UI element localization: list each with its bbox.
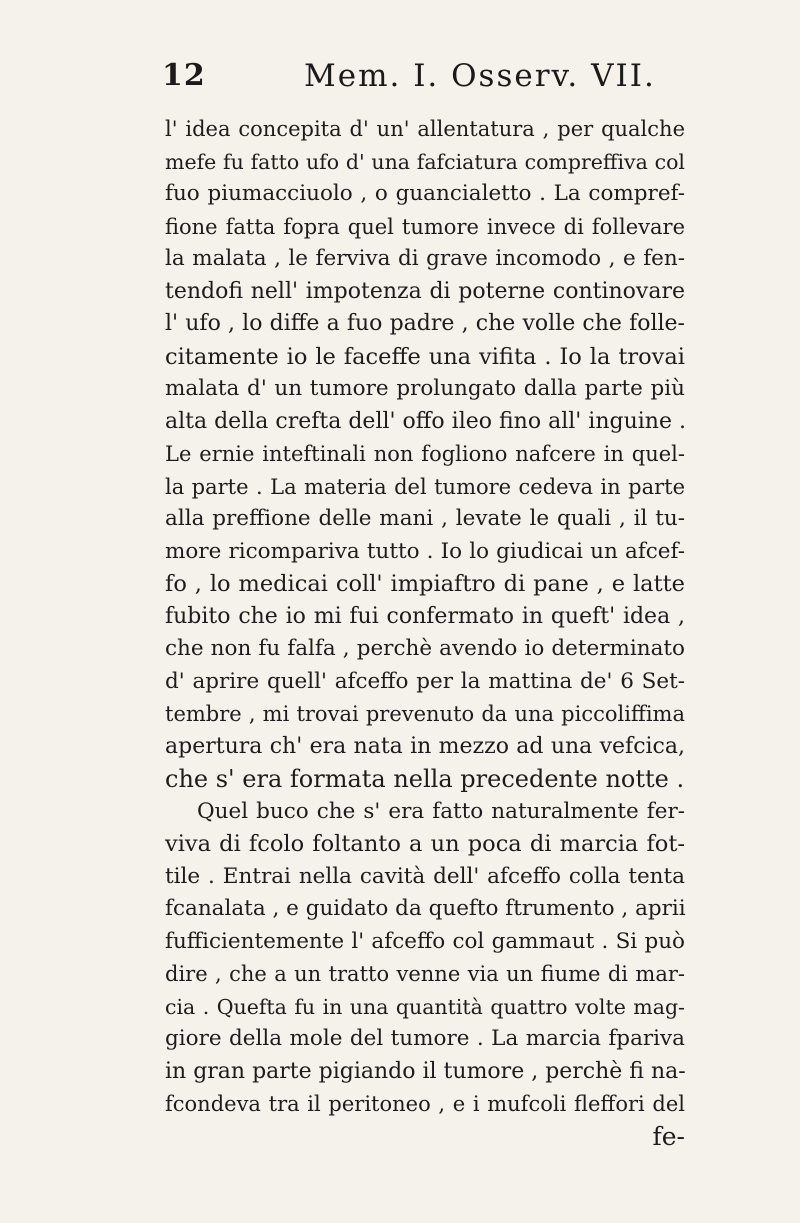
catchword: fe- <box>652 1121 685 1151</box>
text-line: cia . Quefta fu in una quantità quattro volte mag- <box>165 994 685 1019</box>
running-title: Mem. I. Osserv. VII. <box>304 58 656 94</box>
text-line: in gran parte pigiando il tumore , perchè fi na- <box>165 1058 686 1084</box>
text-line: alta della crefta dell' offo ileo fino all' inguine . <box>165 408 686 434</box>
text-line: la malata , le ferviva di grave incomodo , e fen- <box>165 246 685 271</box>
text-line: che s' era formata nella precedente notte . <box>165 765 685 793</box>
text-line: tile . Entrai nella cavità dell' afceffo colla tenta <box>165 863 685 889</box>
text-line: fuo piumacciuolo , o guancialetto . La compref- <box>165 181 685 206</box>
text-line: che non fu falfa , perchè avendo io determinato <box>165 636 685 661</box>
text-line: viva di fcolo foltanto a un poca di marcia fot- <box>165 831 685 857</box>
text-line: citamente io le faceffe una vifita . Io la trovai <box>165 343 685 370</box>
text-line: Le ernie inteftinali non fogliono nafcere in quel- <box>165 442 685 466</box>
text-line: giore della mole del tumore . La marcia fpariva <box>165 1026 685 1051</box>
text-line: mefe fu fatto ufo d' una fafciatura compreffiva col <box>165 149 685 174</box>
text-line: l' ufo , lo diffe a fuo padre , che volle che folle- <box>165 311 685 336</box>
text-line: tembre , mi trovai prevenuto da una piccoliffima <box>165 702 685 726</box>
text-line: dire , che a un tratto venne via un fiume di mar- <box>165 962 685 986</box>
text-line: d' aprire quell' afceffo per la mattina de' 6 Set- <box>165 668 685 694</box>
text-line: malata d' un tumore prolungato dalla parte più <box>165 376 685 401</box>
text-line: fcanalata , e guidato da quefto ftrumento , aprii <box>165 896 686 921</box>
text-line: more ricompariva tutto . Io lo giudicai un afcef- <box>165 538 685 564</box>
text-line: fo , lo medicai coll' impiaftro di pane , e latte <box>165 571 685 597</box>
body-text <box>165 113 685 1153</box>
text-line: l' idea concepita d' un' allentatura , per qualche <box>165 117 685 141</box>
text-line: fufficientemente l' afceffo col gammaut . Si può <box>165 928 685 954</box>
text-line: fcondeva tra il peritoneo , e i mufcoli fleffori del <box>165 1092 685 1116</box>
text-line: fione fatta fopra quel tumore invece di follevare <box>165 214 685 239</box>
page-header <box>162 58 682 108</box>
text-line: tendofi nell' impotenza di poterne continovare <box>165 278 685 304</box>
page-number: 12 <box>162 58 206 93</box>
text-line: la parte . La materia del tumore cedeva in parte <box>165 474 685 499</box>
text-line: apertura ch' era nata in mezzo ad una vefcica, <box>165 733 685 759</box>
text-line: fubito che io mi fui confermato in queft' idea , <box>165 603 685 629</box>
text-line: Quel buco che s' era fatto naturalmente fer- <box>197 798 685 824</box>
text-line: alla preffione delle mani , levate le quali , il tu- <box>165 506 685 531</box>
